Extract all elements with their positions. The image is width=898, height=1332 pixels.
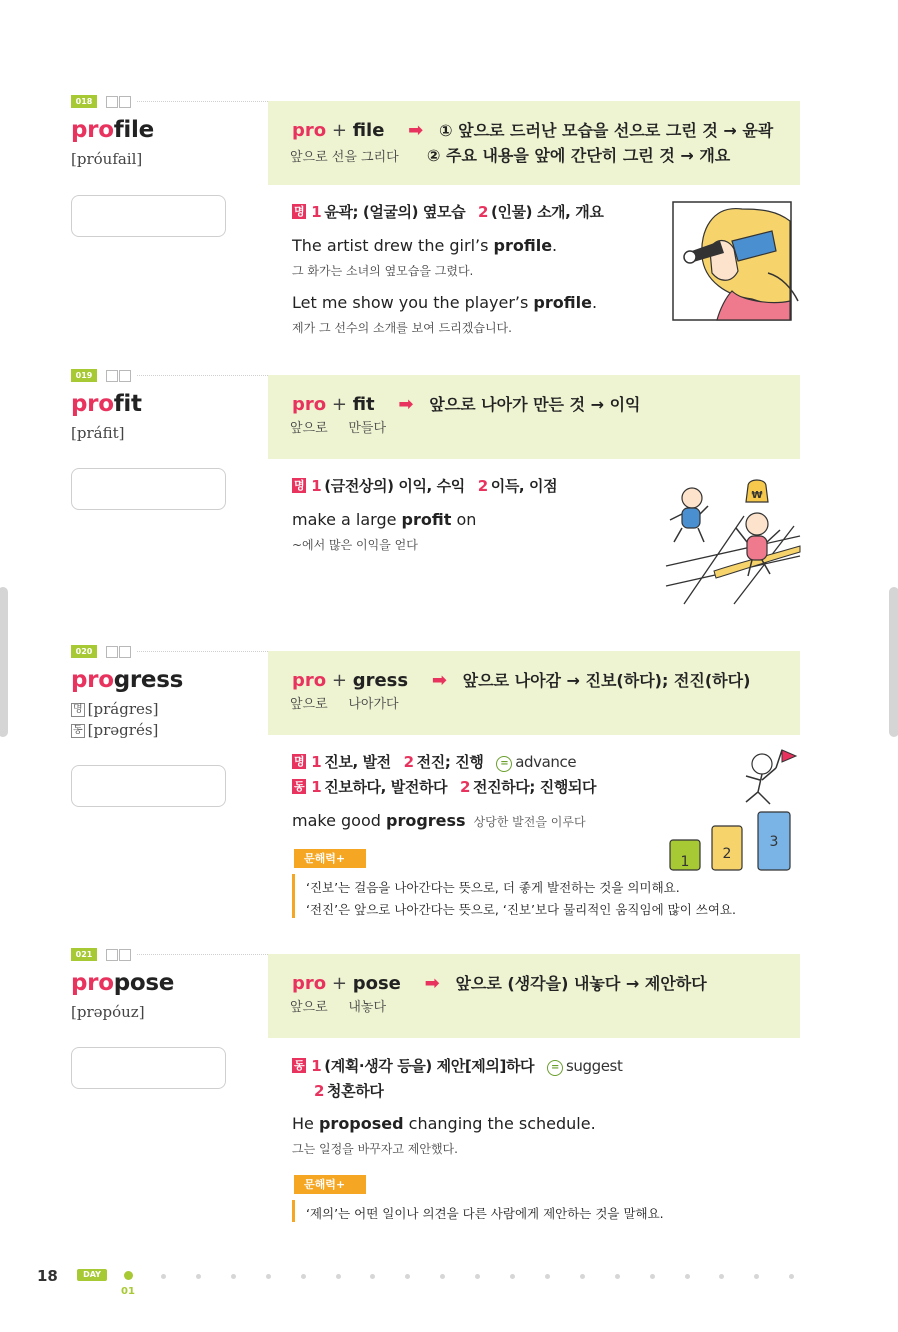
etymology-formula: pro + pose ➡ 앞으로 (생각을) 내놓다 → 제안하다 xyxy=(292,973,707,994)
tip-bar xyxy=(292,1200,295,1222)
pronunciation: [prəpóuz] xyxy=(71,1003,145,1021)
divider xyxy=(137,375,270,376)
memo-box[interactable] xyxy=(71,1047,226,1089)
svg-text:2: 2 xyxy=(722,846,732,862)
review-checkbox[interactable] xyxy=(106,370,118,382)
right-page-tab xyxy=(889,587,898,737)
pronunciation: [próufail] xyxy=(71,150,143,168)
etymology-formula: pro + file ➡ ① 앞으로 드러난 모습을 선으로 그린 것 → 윤곽 xyxy=(292,120,774,141)
headword: propose xyxy=(71,970,175,996)
etymology-panel xyxy=(268,375,800,459)
etymology-panel xyxy=(268,651,800,735)
pronunciation-noun: 명 [prágres] xyxy=(73,700,159,718)
progress-dot xyxy=(650,1274,655,1279)
progress-dot xyxy=(301,1274,306,1279)
progress-dot xyxy=(685,1274,690,1279)
progress-dot xyxy=(405,1274,410,1279)
left-page-tab xyxy=(0,587,8,737)
divider xyxy=(137,101,270,102)
progress-dot xyxy=(440,1274,445,1279)
etymology-gloss: 앞으로 만들다 xyxy=(290,421,387,436)
memo-box[interactable] xyxy=(71,765,226,807)
progress-dot xyxy=(266,1274,271,1279)
review-checkbox[interactable] xyxy=(119,949,131,961)
progress-dot xyxy=(580,1274,585,1279)
headword: progress xyxy=(71,667,184,693)
tip-text: ‘진보’는 걸음을 나아간다는 뜻으로, 더 좋게 발전하는 것을 의미해요. xyxy=(306,880,680,895)
example-translation: 그는 일정을 바꾸자고 제안했다. xyxy=(292,1142,458,1156)
tip-bar xyxy=(292,874,295,918)
progress-dot xyxy=(545,1274,550,1279)
memo-box[interactable] xyxy=(71,195,226,237)
review-checkbox[interactable] xyxy=(119,370,131,382)
example-sentence: Let me show you the player’s profile. xyxy=(292,293,598,312)
progress-dot xyxy=(754,1274,759,1279)
divider xyxy=(137,651,270,652)
example-translation: 그 화가는 소녀의 옆모습을 그렸다. xyxy=(292,264,474,278)
headword: profile xyxy=(71,117,154,143)
entry-number-badge: 021 xyxy=(71,948,97,961)
example-sentence: make good progress 상당한 발전을 이루다 xyxy=(292,811,586,830)
entry-number-badge: 018 xyxy=(71,95,97,108)
svg-text:1: 1 xyxy=(680,854,690,870)
tip-text: ‘전진’은 앞으로 나아간다는 뜻으로, ‘진보’보다 물리적인 움직임에 많이 쓰여요. xyxy=(306,902,736,917)
definition-2: 2 청혼하다 xyxy=(314,1082,384,1100)
page-number: 18 xyxy=(37,1267,58,1285)
definition-verb: 동 1 진보하다, 발전하다 2 전진하다; 진행되다 xyxy=(294,778,597,796)
example-sentence: He proposed changing the schedule. xyxy=(292,1114,596,1133)
literacy-tip-label: 문해력+ xyxy=(294,849,366,868)
headword: profit xyxy=(71,391,142,417)
progress-dot xyxy=(475,1274,480,1279)
memo-box[interactable] xyxy=(71,468,226,510)
definition-noun: 명 1 진보, 발전 2 전진; 진행 = advance xyxy=(294,753,577,771)
example-translation: ~에서 많은 이익을 얻다 xyxy=(292,538,418,552)
progress-dot xyxy=(336,1274,341,1279)
review-checkbox[interactable] xyxy=(106,646,118,658)
example-sentence: The artist drew the girl’s profile. xyxy=(292,236,558,255)
pronunciation: [práfit] xyxy=(71,424,125,442)
progress-dot xyxy=(161,1274,166,1279)
artist-drawing-illustration xyxy=(672,201,800,327)
etymology-gloss: 앞으로 나아가다 xyxy=(290,697,399,712)
progress-dot xyxy=(719,1274,724,1279)
progress-dot xyxy=(615,1274,620,1279)
progress-dot xyxy=(789,1274,794,1279)
etymology-gloss: 앞으로 내놓다 xyxy=(290,1000,387,1015)
progress-steps-illustration xyxy=(666,746,802,876)
day-number: 01 xyxy=(121,1286,135,1297)
progress-dot xyxy=(124,1271,133,1280)
review-checkbox[interactable] xyxy=(119,646,131,658)
etymology-gloss: 앞으로 선을 그리다 ② 주요 내용을 앞에 간단히 그린 것 → 개요 xyxy=(290,146,731,165)
example-translation: 제가 그 선수의 소개를 보여 드리겠습니다. xyxy=(292,321,512,335)
entry-number-badge: 019 xyxy=(71,369,97,382)
etymology-panel xyxy=(268,101,800,185)
progress-dot xyxy=(231,1274,236,1279)
etymology-formula: pro + fit ➡ 앞으로 나아가 만든 것 → 이익 xyxy=(292,394,641,415)
etymology-panel xyxy=(268,954,800,1038)
definition: 명 1 윤곽; (얼굴의) 옆모습 2 (인물) 소개, 개요 xyxy=(294,203,604,221)
progress-dot xyxy=(370,1274,375,1279)
example-sentence: make a large profit on xyxy=(292,510,477,529)
svg-text:3: 3 xyxy=(769,834,779,850)
race-winner-illustration xyxy=(664,476,802,606)
definition: 명 1 (금전상의) 이익, 수익 2 이득, 이점 xyxy=(294,477,558,495)
progress-dot xyxy=(196,1274,201,1279)
tip-text: ‘제의’는 어떤 일이나 의견을 다른 사람에게 제안하는 것을 말해요. xyxy=(306,1206,664,1221)
review-checkbox[interactable] xyxy=(106,949,118,961)
pronunciation-verb: 동 [prəgrés] xyxy=(73,721,159,739)
literacy-tip-label: 문해력+ xyxy=(294,1175,366,1194)
review-checkbox[interactable] xyxy=(119,96,131,108)
review-checkbox[interactable] xyxy=(106,96,118,108)
definition: 동 1 (계획·생각 등을) 제안[제의]하다 = suggest xyxy=(294,1057,623,1075)
etymology-formula: pro + gress ➡ 앞으로 나아감 → 진보(하다); 전진(하다) xyxy=(292,670,751,691)
progress-dot xyxy=(510,1274,515,1279)
divider xyxy=(137,954,270,955)
entry-number-badge: 020 xyxy=(71,645,97,658)
day-badge: DAY xyxy=(77,1269,107,1281)
svg-text:₩: ₩ xyxy=(751,490,763,501)
